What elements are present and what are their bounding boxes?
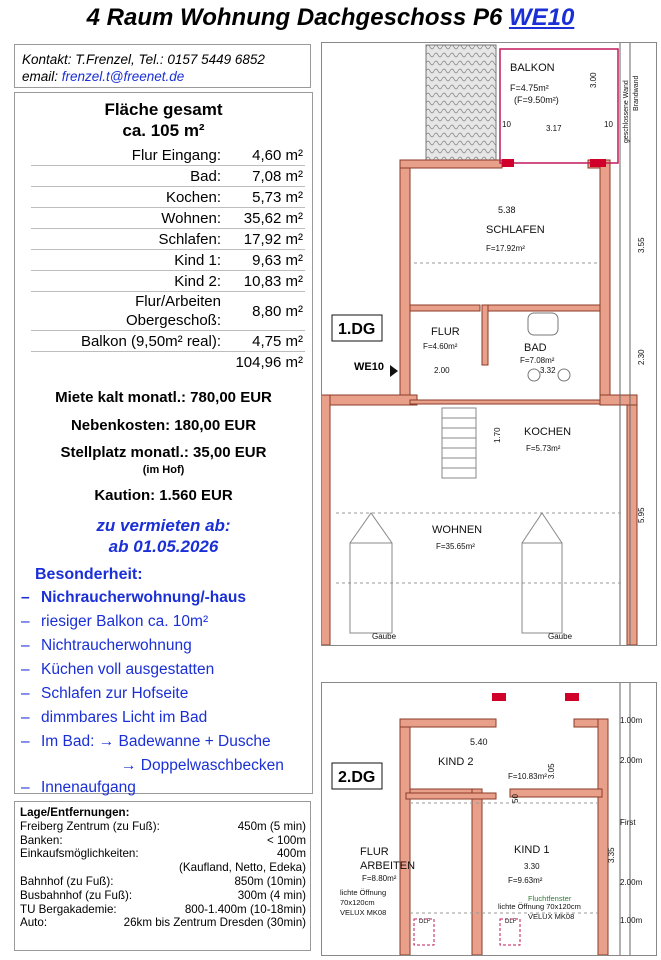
- room-label-balkon: BALKON: [510, 62, 555, 74]
- dimension: 3.32: [540, 366, 556, 375]
- room-area-wohnen: F=35.65m²: [436, 542, 475, 551]
- area-value: 5,73 m²: [229, 187, 305, 208]
- room-area-kind2: F=10.83m²: [508, 772, 547, 781]
- room-label-kochen: KOCHEN: [524, 426, 572, 438]
- location-key: Auto:: [20, 916, 48, 930]
- list-item: – Schlafen zur Hofseite: [15, 683, 312, 707]
- note-opening-size: 70x120cm: [340, 898, 375, 907]
- area-label: [31, 292, 229, 331]
- room-area-schlafen: F=17.92m²: [486, 244, 525, 253]
- area-label: Balkon (9,50m² real):: [31, 331, 229, 352]
- features-list: [15, 587, 312, 801]
- list-item: – dimmbares Licht im Bad: [15, 707, 312, 731]
- location-row: [20, 916, 306, 930]
- stairs: [442, 408, 476, 478]
- note-gaube: Gaube: [548, 632, 573, 641]
- floor-label: 2.DG: [338, 769, 376, 786]
- entrance-arrow-icon: [390, 365, 398, 377]
- note-velux: VELUX MK08: [528, 912, 575, 921]
- location-key: Busbahnhof (zu Fuß):: [20, 888, 133, 902]
- extra-costs: Nebenkosten: 180,00 EUR: [70, 417, 257, 434]
- location-value: 800-1.400m (10-18min): [184, 902, 306, 916]
- dimension: 3.05: [547, 763, 556, 779]
- dimension: 10: [604, 120, 613, 129]
- dimension: 3.17: [546, 124, 562, 133]
- total-area-value: ca. 105 m²: [122, 121, 205, 140]
- title-main: 4 Raum Wohnung Dachgeschoss P6: [86, 4, 503, 31]
- area-total: 104,96 m²: [235, 353, 303, 371]
- area-label: [31, 352, 229, 373]
- area-label: Schlafen:: [31, 229, 229, 250]
- pillar: [502, 159, 514, 167]
- room-area-balkon: F=4.75m²: [510, 83, 549, 93]
- list-item-text: → Doppelwaschbecken: [121, 757, 284, 774]
- location-value: 850m (10min): [234, 874, 306, 888]
- note-opening: lichte Öffnung: [340, 888, 387, 897]
- dimension: 3.35: [607, 847, 616, 863]
- dimension: 50: [511, 794, 520, 803]
- deposit: Kaution: 1.560 EUR: [94, 487, 233, 504]
- room-area-kochen: F=5.73m²: [526, 444, 561, 453]
- email-label: email:: [22, 69, 59, 84]
- floor-plan-2dg-drawing: [322, 683, 656, 955]
- table-row: [31, 145, 305, 166]
- room-area-balkon-real: (F=9.50m²): [514, 95, 559, 105]
- area-value: 17,92 m²: [229, 229, 305, 250]
- pillar: [565, 693, 579, 701]
- location-row: [20, 861, 306, 875]
- area-label: Bad:: [31, 166, 229, 187]
- list-item-continued: [15, 755, 312, 777]
- contact-box: [14, 44, 311, 88]
- location-value: 300m (4 min): [237, 888, 306, 902]
- area-label: Kind 2:: [31, 271, 229, 292]
- area-value: 9,63 m²: [229, 250, 305, 271]
- location-value: 26km bis Zentrum Dresden (30min): [123, 916, 306, 930]
- area-value: 8,80 m²: [229, 292, 305, 331]
- dimension: 3.55: [637, 237, 646, 253]
- dimension: 2.00m: [620, 756, 643, 765]
- location-key: Einkaufsmöglichkeiten:: [20, 847, 139, 861]
- note-escape-window: Fluchtfenster: [528, 894, 572, 903]
- rent-cold: Miete kalt monatl.: 780,00 EUR: [55, 389, 272, 406]
- area-value: 7,08 m²: [229, 166, 305, 187]
- table-row: [31, 208, 305, 229]
- note-velux: VELUX MK08: [340, 908, 387, 917]
- room-area-flur: F=8.80m²: [362, 874, 397, 883]
- bathtub: [528, 313, 558, 335]
- total-area-label: Fläche gesamt: [104, 100, 223, 119]
- availability-date: ab 01.05.2026: [108, 537, 219, 556]
- walls: [322, 160, 637, 645]
- area-table: [31, 145, 305, 372]
- info-box: [14, 92, 313, 794]
- pillar: [590, 159, 606, 167]
- floor-label: 1.DG: [338, 321, 376, 338]
- location-row: [20, 903, 306, 917]
- dimension: 1.00m: [620, 716, 643, 725]
- note-dlf: DLF: [505, 919, 517, 925]
- dimension: 5.95: [637, 507, 646, 523]
- features-heading: Besonderheit:: [35, 566, 143, 583]
- parking-cost: Stellplatz monatl.: 35,00 EUR: [60, 444, 267, 461]
- note-first: First: [620, 818, 636, 827]
- list-item: – Küchen voll ausgestatten: [15, 659, 312, 683]
- entrance-label: WE10: [354, 361, 384, 373]
- room-area-flur: F=4.60m²: [423, 342, 458, 351]
- sink: [558, 369, 570, 381]
- room-label-flur: FLUR: [431, 326, 460, 338]
- location-row: [20, 875, 306, 889]
- area-label: Flur Eingang:: [31, 145, 229, 166]
- area-label: Kind 1:: [31, 250, 229, 271]
- location-row: [20, 820, 306, 834]
- list-item: – Innenaufgang: [15, 777, 312, 801]
- parking-note: (im Hof): [142, 464, 185, 476]
- area-label-line2: Obergeschoß:: [125, 312, 221, 329]
- dimension: 5.38: [498, 205, 516, 215]
- area-value: 4,60 m²: [229, 145, 305, 166]
- table-row: [31, 250, 305, 271]
- area-label: Kochen:: [31, 187, 229, 208]
- note-dlf: DLF: [419, 919, 431, 925]
- dimension: 10: [502, 120, 511, 129]
- area-value: 10,83 m²: [229, 271, 305, 292]
- floor-plan-2dg: [321, 682, 657, 956]
- note-gaube: Gaube: [372, 632, 397, 641]
- floor-plan-1dg: [321, 42, 657, 646]
- dimension: 2.00m: [620, 878, 643, 887]
- room-label-kind2: KIND 2: [438, 756, 474, 768]
- room-label-bad: BAD: [524, 342, 547, 354]
- list-item: – riesiger Balkon ca. 10m²: [15, 611, 312, 635]
- dimension: 2.30: [637, 349, 646, 365]
- table-row: [31, 187, 305, 208]
- dimension: 2.00: [434, 366, 450, 375]
- note-wall: geschlossene Wand: [623, 80, 630, 143]
- location-key: Banken:: [20, 833, 63, 847]
- floor-plan-1dg-drawing: [322, 43, 656, 645]
- pillar: [492, 693, 506, 701]
- location-row: [20, 847, 306, 861]
- total-area-title: [15, 99, 312, 141]
- dimension: 5.40: [470, 737, 488, 747]
- list-item: – Im Bad: → Badewanne + Dusche: [15, 731, 312, 755]
- location-value: (Kaufland, Netto, Edeka): [179, 861, 306, 875]
- area-label-line1: Flur/Arbeiten: [135, 293, 221, 310]
- table-row: [31, 229, 305, 250]
- list-item: – Nichtraucherwohnung: [15, 635, 312, 659]
- table-row: [31, 292, 305, 331]
- list-item: – Nichraucherwohnung/-haus: [15, 587, 312, 611]
- location-heading: Lage/Entfernungen:: [20, 806, 130, 819]
- dimension: 1.70: [493, 427, 502, 443]
- location-key: Freiberg Zentrum (zu Fuß):: [20, 819, 160, 833]
- area-value: 4,75 m²: [229, 331, 305, 352]
- walls: [400, 719, 608, 955]
- room-label-kind1: KIND 1: [514, 844, 550, 856]
- location-box: [14, 801, 311, 951]
- email-link[interactable]: frenzel.t@freenet.de: [61, 69, 185, 84]
- room-area-bad: F=7.08m²: [520, 356, 555, 365]
- room-label-arbeiten: ARBEITEN: [360, 860, 416, 872]
- location-key: TU Bergakademie:: [20, 902, 117, 916]
- availability-label: zu vermieten ab:: [96, 516, 231, 535]
- title-unit-link[interactable]: WE10: [508, 4, 575, 31]
- email-line: [22, 68, 310, 85]
- note-wall: Brandwand: [633, 75, 640, 111]
- dimension: 1.00m: [620, 916, 643, 925]
- dimension: 3.00: [589, 72, 598, 88]
- table-row: [31, 271, 305, 292]
- location-key: Bahnhof (zu Fuß):: [20, 874, 114, 888]
- room-label-flur: FLUR: [360, 846, 389, 858]
- room-label-wohnen: WOHNEN: [432, 524, 483, 536]
- table-row: [31, 352, 305, 373]
- location-value: 400m: [276, 847, 306, 861]
- table-row: [31, 166, 305, 187]
- page-title: [0, 4, 661, 32]
- area-label: Wohnen:: [31, 208, 229, 229]
- location-value: < 100m: [267, 833, 306, 847]
- roof-tiles: [426, 45, 496, 161]
- contact-line: Kontakt: T.Frenzel, Tel.: 0157 5449 6852: [22, 52, 265, 67]
- location-row: [20, 889, 306, 903]
- location-row: [20, 834, 306, 848]
- area-value: 35,62 m²: [229, 208, 305, 229]
- availability: [15, 515, 312, 557]
- table-row: [31, 331, 305, 352]
- sink: [528, 369, 540, 381]
- location-value: 450m (5 min): [237, 819, 306, 833]
- dimension: 3.30: [524, 862, 540, 871]
- note-opening: lichte Öffnung 70x120cm: [498, 902, 581, 911]
- room-label-schlafen: SCHLAFEN: [486, 224, 545, 236]
- room-area-kind1: F=9.63m²: [508, 876, 543, 885]
